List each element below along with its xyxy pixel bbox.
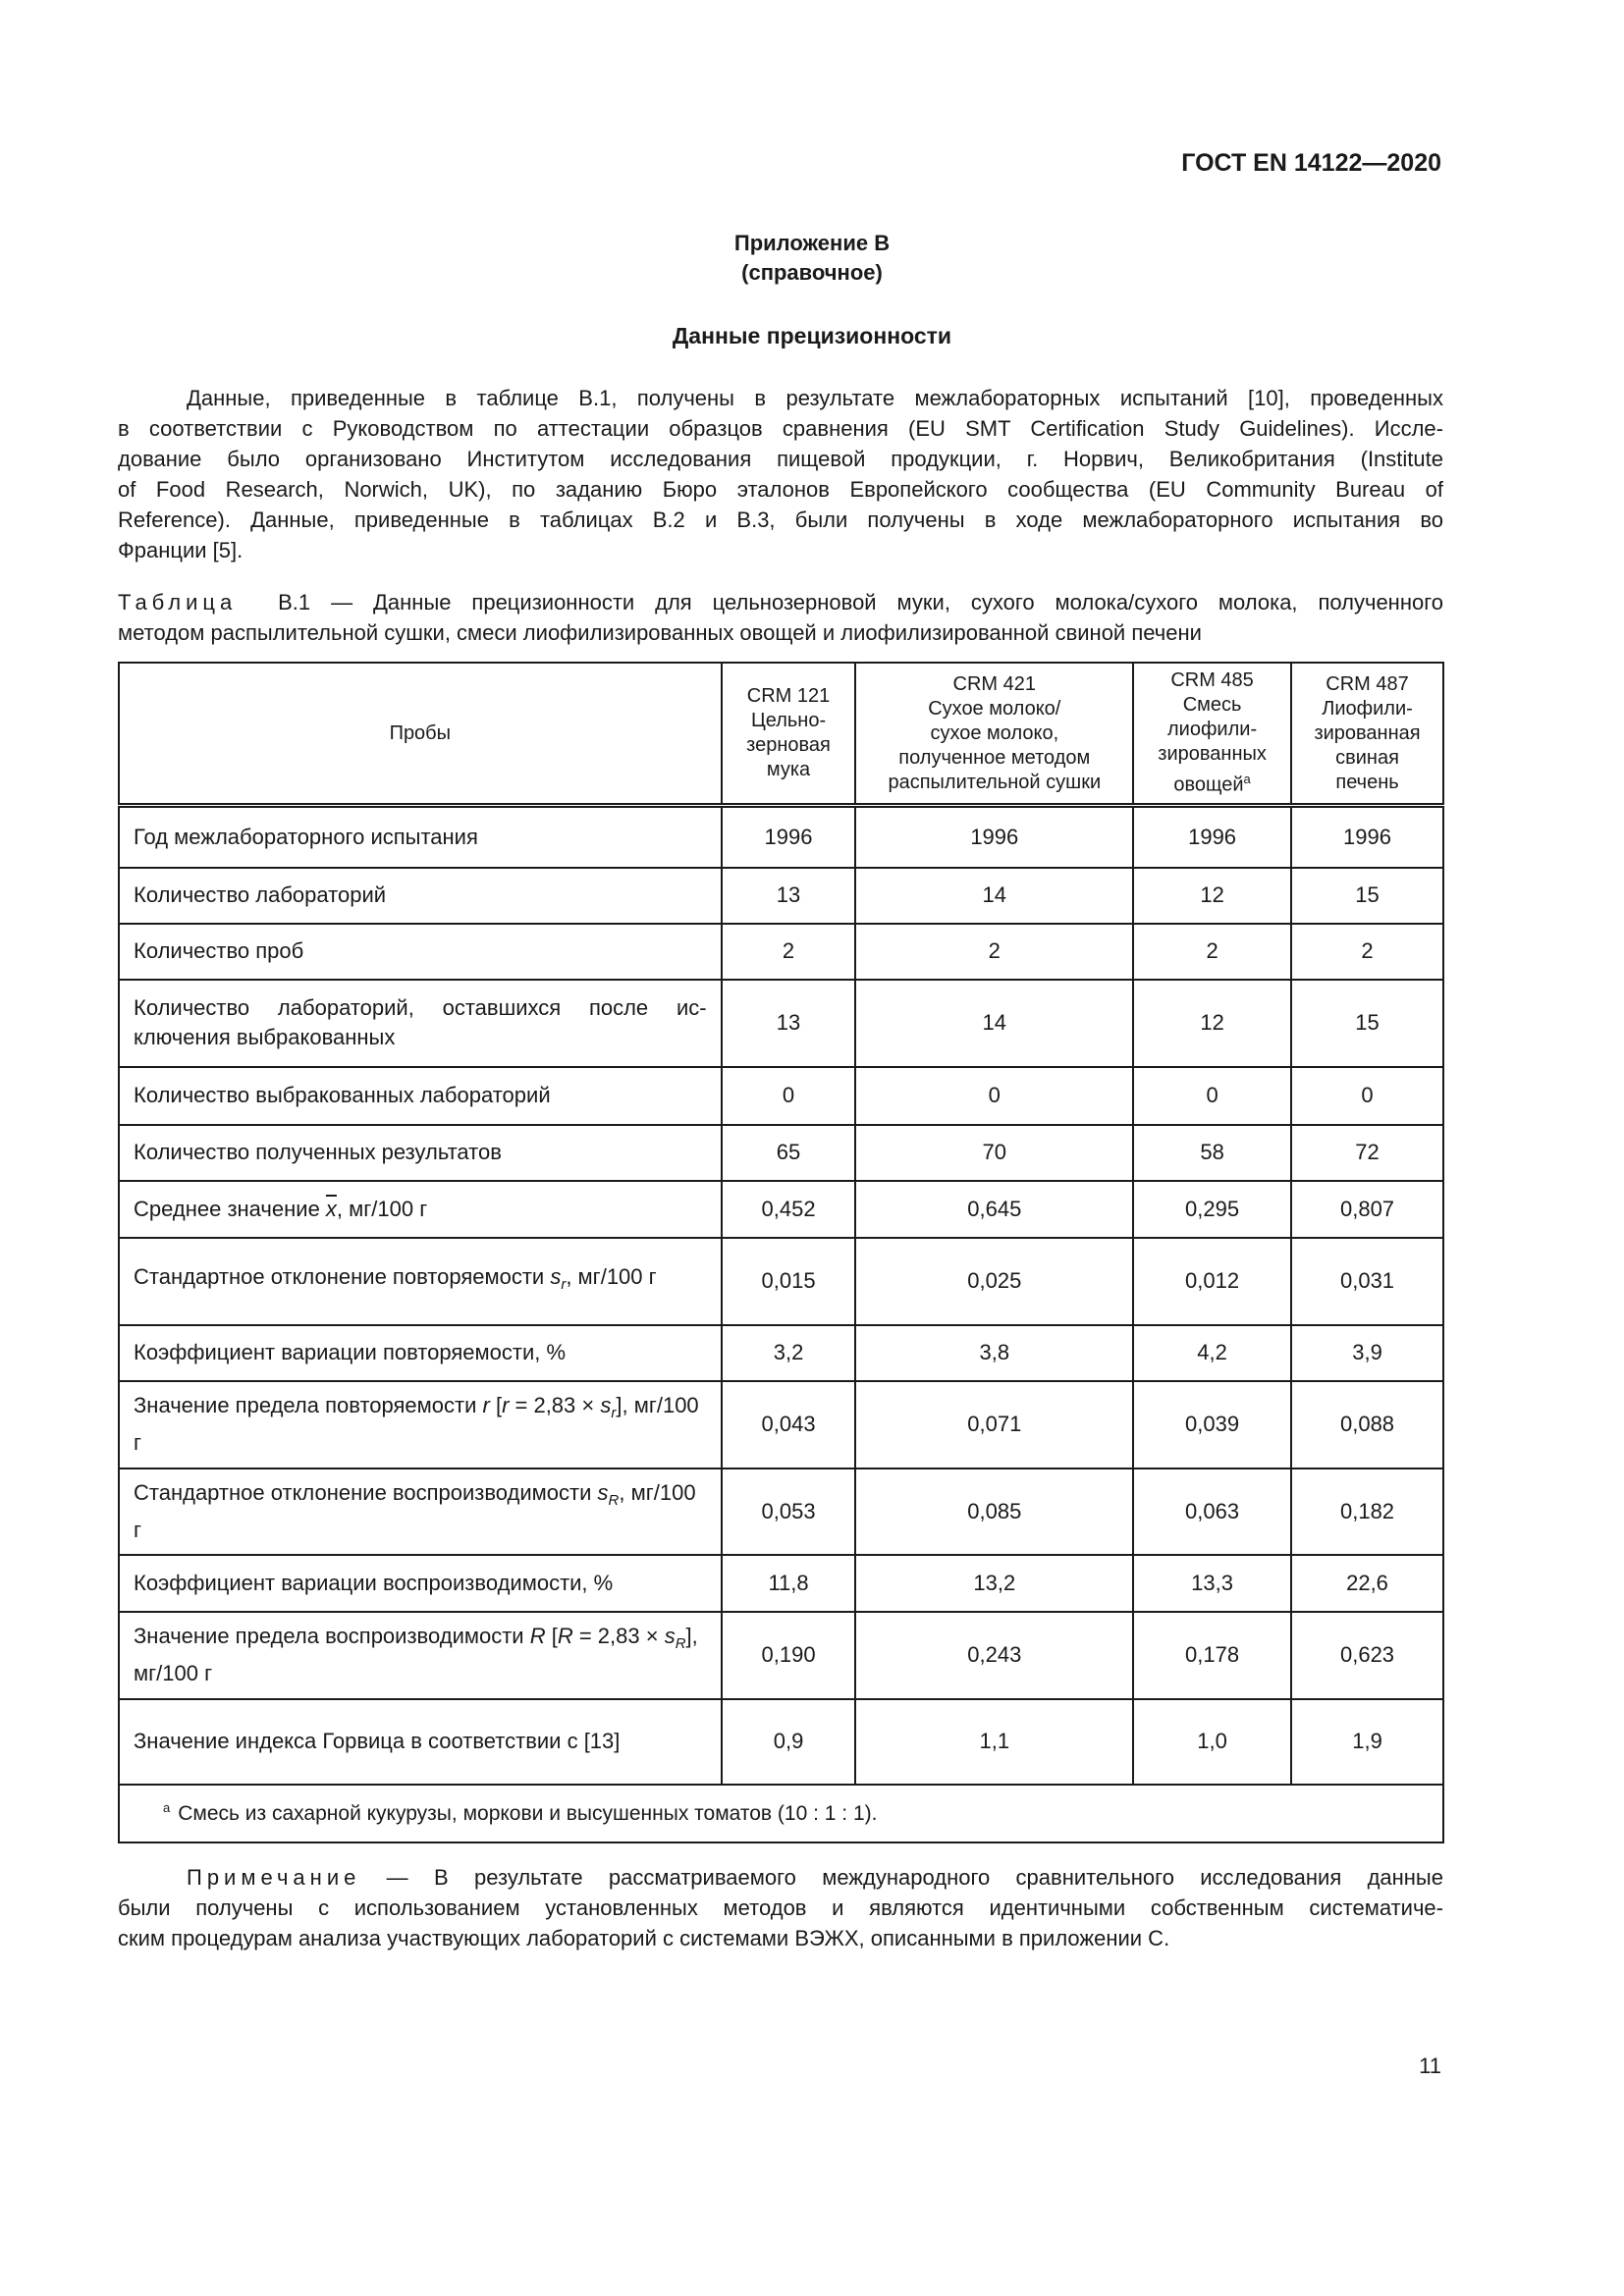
- header-line: Пробы: [389, 721, 452, 744]
- intro-paragraph: [118, 383, 1443, 565]
- cell-value: 14: [855, 868, 1133, 924]
- label-symbol: r: [502, 1393, 510, 1417]
- cell-value: 1996: [1291, 806, 1443, 868]
- label-text: Значение индекса Горвица в соответствии с [13]: [134, 1729, 621, 1753]
- cell-value: 1996: [1133, 806, 1291, 868]
- cell-value: 70: [855, 1125, 1133, 1181]
- label-symbol: R: [608, 1491, 620, 1509]
- label-text: = 2,83 ×: [572, 1624, 665, 1648]
- header-samples: [119, 663, 722, 806]
- cell-value: 3,2: [722, 1325, 856, 1381]
- header-line: [1148, 767, 1276, 798]
- header-line: печень: [1335, 771, 1399, 793]
- header-line: Смесь: [1182, 694, 1242, 717]
- page-number: 11: [1419, 2054, 1441, 2078]
- label-text: Стандартное отклонение повторяемости: [134, 1264, 551, 1289]
- table-header-row: [119, 663, 1443, 806]
- header-sample-column: [855, 663, 1133, 806]
- row-label: [119, 1238, 722, 1325]
- appendix-title: Приложение В: [733, 231, 891, 255]
- label-symbol: s: [664, 1624, 676, 1648]
- cell-value: 0,9: [722, 1699, 856, 1785]
- cell-value: 0,182: [1291, 1468, 1443, 1555]
- label-symbol: R: [529, 1624, 546, 1648]
- caption-text: методом распылительной сушки, смеси лиофилизированных овощей и лиофилизированной свиной печени: [118, 620, 1202, 645]
- label-symbol: r: [561, 1276, 567, 1293]
- row-label: [119, 924, 722, 980]
- label-text: Год межлабораторного испытания: [134, 824, 478, 849]
- cell-value: 0,025: [855, 1238, 1133, 1325]
- cell-value: 13: [722, 868, 856, 924]
- label-text: = 2,83 ×: [509, 1393, 601, 1417]
- table-row: [119, 1181, 1443, 1238]
- cell-value: 0,012: [1133, 1238, 1291, 1325]
- cell-value: 0,053: [722, 1468, 856, 1555]
- table-row: [119, 1125, 1443, 1181]
- row-label: [119, 1381, 722, 1468]
- label-text: [: [545, 1624, 558, 1648]
- cell-value: 58: [1133, 1125, 1291, 1181]
- text-line: дование было организовано Институтом исследования пищевой продукции, г. Норвич, Великобритания (Institute: [118, 447, 1443, 471]
- table-caption: [118, 587, 1443, 648]
- table-row: [119, 1612, 1443, 1699]
- table-row: [119, 1067, 1443, 1125]
- cell-value: 0: [722, 1067, 856, 1125]
- cell-value: 13: [722, 980, 856, 1067]
- note-text: — В результате рассматриваемого международного сравнительного исследования данные: [386, 1865, 1443, 1890]
- cell-value: 13,3: [1133, 1555, 1291, 1612]
- table-footnote-row: [119, 1785, 1443, 1842]
- label-symbol: r: [611, 1405, 617, 1421]
- table-row: [119, 806, 1443, 868]
- header-line: полученное методом: [898, 746, 1091, 769]
- cell-value: 0,085: [855, 1468, 1133, 1555]
- cell-value: 0: [1291, 1067, 1443, 1125]
- row-label: [119, 1181, 722, 1238]
- table-row: [119, 1238, 1443, 1325]
- header-line: CRM 421: [952, 672, 1037, 695]
- cell-value: 65: [722, 1125, 856, 1181]
- row-label: [119, 806, 722, 868]
- note-text: ским процедурам анализа участвующих лабораторий с системами ВЭЖХ, описанными в приложении С.: [118, 1926, 1170, 1950]
- header-line-text: овощей: [1173, 774, 1244, 796]
- row-label: [119, 1468, 722, 1555]
- label-symbol: r: [482, 1393, 490, 1417]
- label-text: Количество лабораторий: [134, 882, 387, 907]
- row-label: [119, 980, 722, 1067]
- cell-value: 15: [1291, 980, 1443, 1067]
- label-text: Коэффициент вариации воспроизводимости, %: [134, 1570, 614, 1595]
- cell-value: 2: [722, 924, 856, 980]
- caption-text: В.1 — Данные прецизионности для цельнозерновой муки, сухого молока/сухого молока, полученного: [278, 590, 1443, 614]
- label-text: Стандартное отклонение воспроизводимости: [134, 1479, 598, 1505]
- cell-value: 0,043: [722, 1381, 856, 1468]
- cell-value: 0,623: [1291, 1612, 1443, 1699]
- row-label: [119, 1067, 722, 1125]
- label-text: ], мг/100 г: [134, 1393, 699, 1455]
- label-text: , мг/100 г: [336, 1196, 428, 1221]
- cell-value: 2: [855, 924, 1133, 980]
- caption-label: Таблица: [118, 590, 238, 614]
- cell-value: 72: [1291, 1125, 1443, 1181]
- cell-value: 12: [1133, 868, 1291, 924]
- footnote-mark: a: [163, 1800, 171, 1815]
- label-symbol: s: [597, 1479, 609, 1505]
- cell-value: 3,9: [1291, 1325, 1443, 1381]
- label-text: , мг/100 г: [566, 1264, 657, 1289]
- cell-value: 0,015: [722, 1238, 856, 1325]
- header-sample-column: [722, 663, 856, 806]
- cell-value: 4,2: [1133, 1325, 1291, 1381]
- cell-value: 14: [855, 980, 1133, 1067]
- note-text: были получены с использованием установленных методов и являются идентичными собственным систематиче-: [118, 1896, 1443, 1920]
- row-label: [119, 1555, 722, 1612]
- text-line: Франции [5].: [118, 538, 244, 562]
- table-row: [119, 1699, 1443, 1785]
- header-line: сухое молоко,: [930, 721, 1059, 744]
- cell-value: 12: [1133, 980, 1291, 1067]
- text-line: of Food Research, Norwich, UK), по заданию Бюро эталонов Европейского сообщества (EU Community Bureau of: [118, 477, 1443, 502]
- header-line: Лиофили-: [1322, 697, 1413, 720]
- label-text: Значение предела воспроизводимости: [134, 1624, 530, 1648]
- label-text: Количество лабораторий, оставшихся после исключения выбракованных: [134, 995, 707, 1049]
- label-text: [: [489, 1393, 503, 1417]
- cell-value: 0,190: [722, 1612, 856, 1699]
- cell-value: 13,2: [855, 1555, 1133, 1612]
- cell-value: 1,9: [1291, 1699, 1443, 1785]
- table-row: [119, 1381, 1443, 1468]
- cell-value: 0: [855, 1067, 1133, 1125]
- header-line: Цельно-: [750, 710, 827, 731]
- footnote-text: Смесь из сахарной кукурузы, моркови и высушенных томатов (10 : 1 : 1).: [178, 1802, 878, 1825]
- label-text: Количество полученных результатов: [134, 1140, 502, 1164]
- cell-value: 0: [1133, 1067, 1291, 1125]
- label-text: Значение предела повторяемости: [134, 1393, 483, 1417]
- text-line: в соответствии с Руководством по аттестации образцов сравнения (EU SMT Certification Study Guidelines). Иссле-: [118, 416, 1443, 441]
- cell-value: 1,1: [855, 1699, 1133, 1785]
- row-label: [119, 1125, 722, 1181]
- cell-value: 0,031: [1291, 1238, 1443, 1325]
- header-line: зированная: [1314, 721, 1421, 744]
- label-symbol: R: [557, 1624, 573, 1648]
- cell-value: 0,452: [722, 1181, 856, 1238]
- cell-value: 11,8: [722, 1555, 856, 1612]
- cell-value: 0,088: [1291, 1381, 1443, 1468]
- note-label: Примечание: [187, 1865, 361, 1890]
- header-line: зированных: [1158, 743, 1267, 766]
- label-text: Среднее значение: [134, 1196, 326, 1221]
- appendix-subtitle: (справочное): [741, 260, 883, 285]
- cell-value: 22,6: [1291, 1555, 1443, 1612]
- table-row: [119, 980, 1443, 1067]
- cell-value: 0,178: [1133, 1612, 1291, 1699]
- table-row: [119, 1325, 1443, 1381]
- row-label: [119, 1612, 722, 1699]
- text-line: Данные, приведенные в таблице В.1, получены в результате межлабораторных испытаний [10], проведенных: [187, 386, 1443, 410]
- cell-value: 1,0: [1133, 1699, 1291, 1785]
- label-symbol: s: [600, 1393, 612, 1417]
- label-symbol: $\overline{x}$: [325, 1196, 337, 1221]
- row-label: [119, 1699, 722, 1785]
- cell-value: 0,243: [855, 1612, 1133, 1699]
- cell-value: 15: [1291, 868, 1443, 924]
- label-text: , мг/100 г: [134, 1479, 696, 1542]
- label-text: Коэффициент вариации повторяемости, %: [134, 1340, 567, 1364]
- table-row: [119, 1555, 1443, 1612]
- label-text: Количество выбракованных лабораторий: [134, 1083, 551, 1107]
- cell-value: 2: [1291, 924, 1443, 980]
- label-symbol: R: [675, 1635, 686, 1652]
- cell-value: 1996: [722, 806, 856, 868]
- document-code: ГОСТ EN 14122—2020: [1181, 149, 1441, 177]
- header-line: Сухое молоко/: [928, 697, 1061, 720]
- table-row: [119, 1468, 1443, 1555]
- cell-value: 0,295: [1133, 1181, 1291, 1238]
- header-line: CRM 485: [1170, 669, 1254, 692]
- label-text: Количество проб: [134, 938, 304, 963]
- label-symbol: s: [550, 1264, 562, 1289]
- cell-value: 0,807: [1291, 1181, 1443, 1238]
- cell-value: 0,039: [1133, 1381, 1291, 1468]
- cell-value: 3,8: [855, 1325, 1133, 1381]
- section-heading: Данные прецизионности: [672, 323, 952, 348]
- header-line: распылительной сушки: [888, 771, 1102, 793]
- table-footnote: [119, 1785, 1443, 1842]
- footnote-mark: a: [1243, 772, 1251, 787]
- cell-value: 0,063: [1133, 1468, 1291, 1555]
- header-sample-column: [1291, 663, 1443, 806]
- table-row: [119, 924, 1443, 980]
- cell-value: 1996: [855, 806, 1133, 868]
- header-line: CRM 121: [746, 685, 831, 707]
- header-line: зерновая: [746, 734, 831, 756]
- cell-value: 0,071: [855, 1381, 1133, 1468]
- header-sample-column: [1133, 663, 1291, 806]
- note-paragraph: [118, 1862, 1443, 1953]
- header-line: лиофили-: [1167, 719, 1258, 741]
- table-row: [119, 868, 1443, 924]
- header-line: свиная: [1335, 746, 1399, 769]
- cell-value: 2: [1133, 924, 1291, 980]
- cell-value: 0,645: [855, 1181, 1133, 1238]
- text-line: Reference). Данные, приведенные в таблицах В.2 и В.3, были получены в ходе межлабораторного испытания во: [118, 507, 1443, 532]
- row-label: [119, 1325, 722, 1381]
- row-label: [119, 868, 722, 924]
- label-text: ], мг/100 г: [134, 1624, 698, 1685]
- header-line: мука: [766, 759, 811, 780]
- precision-table: [118, 662, 1444, 1843]
- header-line: CRM 487: [1326, 672, 1409, 695]
